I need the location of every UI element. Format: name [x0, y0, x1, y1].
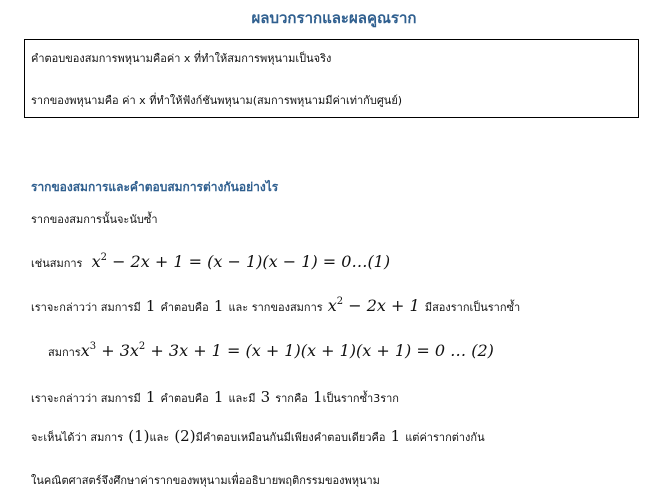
example-1: [31, 252, 390, 272]
remark-1-solution-count: 1: [145, 297, 156, 315]
remark-3-equation-ref-2: (2): [174, 427, 196, 445]
remark-3-solution: 1: [390, 427, 401, 445]
remark-1-solution: 1: [213, 297, 224, 315]
page-title: ผลบวกรากและผลคูณราก: [251, 9, 417, 27]
remark-3-text-c: มีคำตอบเหมือนกันมีเพียงคำตอบเดียวคือ: [195, 431, 386, 444]
example-1-equation: $x^2 - 2x + 1 = (x - 1)(x - 1)$ = 0…(1): [91, 252, 391, 271]
remark-2-root-count: 3: [260, 388, 271, 406]
remark-2-solution-count: 1: [145, 388, 156, 406]
remark-2: [31, 387, 399, 407]
remark-2-solution: 1: [213, 388, 224, 406]
remark-1: [31, 296, 520, 316]
remark-3: [31, 426, 485, 446]
remark-1-text-a: เราจะกล่าวว่า สมการมี: [31, 301, 141, 314]
example-2-prefix: สมการ: [48, 346, 81, 359]
definition-box: [24, 39, 639, 118]
remark-3-text-a: จะเห็นได้ว่า สมการ: [31, 431, 124, 444]
remark-2-text-e: เป็นรากซ้ำ3ราก: [322, 392, 399, 405]
section-heading: รากของสมการและคำตอบสมการต่างกันอย่างไร: [31, 180, 279, 194]
remark-2-text-d: รากคือ: [275, 392, 308, 405]
example-2: [48, 341, 494, 361]
remark-3-equation-ref-1: (1): [128, 427, 150, 445]
definition-solution: คำตอบของสมการพหุนามคือค่า x ที่ทำให้สมการพหุนามเป็นจริง: [31, 52, 332, 65]
remark-1-text-d: มีสองรากเป็นรากซ้ำ: [424, 301, 521, 314]
remark-3-text-b: และ: [149, 431, 170, 444]
conclusion-text: ในคณิตศาสตร์จึงศึกษาค่ารากของพหุนามเพื่ออธิบายพฤติกรรมของพหุนาม: [31, 474, 380, 487]
remark-1-expression: $x^2 - 2x + 1$: [327, 296, 420, 315]
remark-3-text-d: แต่ค่ารากต่างกัน: [405, 431, 485, 444]
intro-text: รากของสมการนั้นจะนับซ้ำ: [31, 213, 158, 226]
definition-root: รากของพหุนามคือ ค่า x ที่ทำให้ฟังก์ชันพหุนาม(สมการพหุนามมีค่าเท่ากับศูนย์): [31, 94, 403, 107]
remark-2-root: 1: [313, 388, 323, 406]
remark-2-text-b: คำตอบคือ: [160, 392, 209, 405]
remark-2-text-c: และมี: [228, 392, 256, 405]
example-2-equation: $x^3 + 3x^2 + 3x + 1 = (x + 1)(x + 1)(x + 1) = 0$ … (2): [80, 341, 494, 360]
remark-1-text-c: และ รากของสมการ: [228, 301, 323, 314]
remark-1-text-b: คำตอบคือ: [160, 301, 209, 314]
example-1-prefix: เช่นสมการ: [31, 257, 83, 270]
remark-2-text-a: เราจะกล่าวว่า สมการมี: [31, 392, 141, 405]
